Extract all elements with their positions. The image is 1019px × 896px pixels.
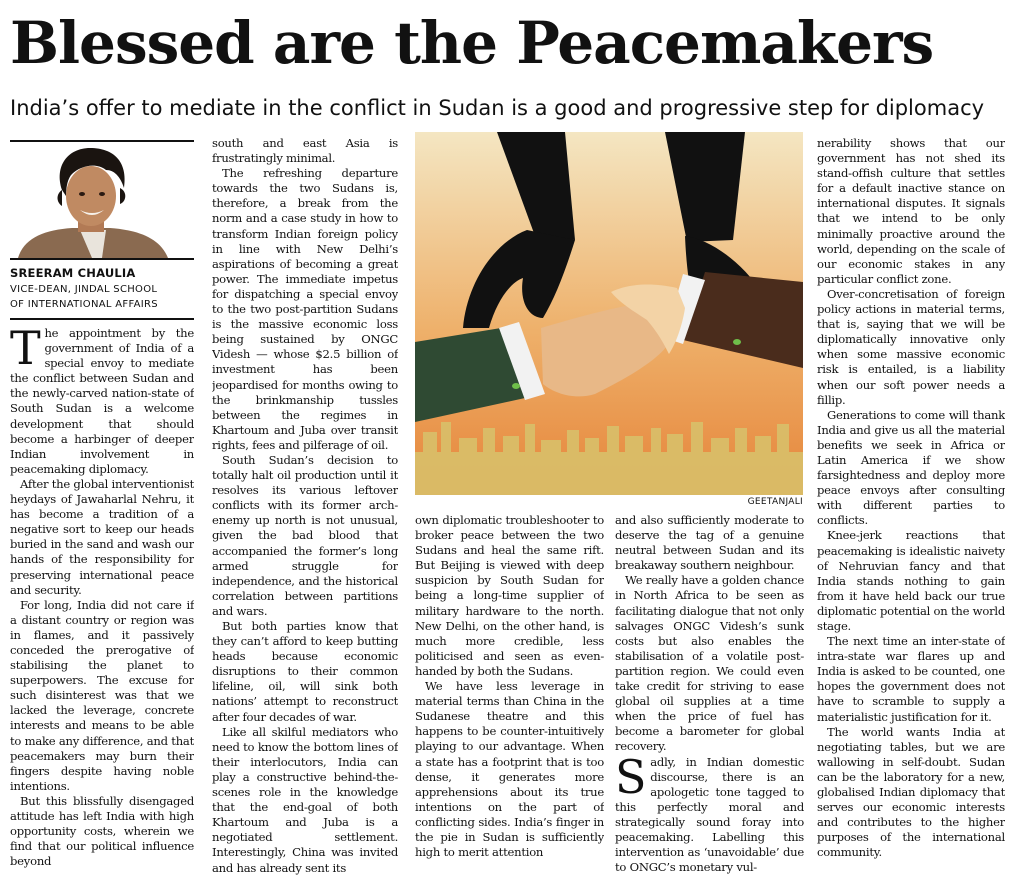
byline-mid-rule [10,258,194,260]
paragraph-text: he appointment by the government of India of a special envoy to mediate the conflict between Sudan and the newly-carved nation-state of South Sudan is a welcome development that should become a harbinger of deeper Indian involvement in peacemaking diplomacy. [10,326,194,476]
article-column-4 [615,513,804,892]
paragraph: nerability shows that our government has not shed its stand-offish culture that settles for a default inactive stance on international disputes. It signals that we intend to be only minimally proactive around the world, depending on the scale of our economic stakes in any particular conflict zone. [817,136,1005,286]
article-column-2 [212,136,398,892]
paragraph-text: adly, in Indian domestic discourse, there is an apologetic tone tagged to this perfectly moral and strategically sound foray into peacemaking. Labelling this intervention as ‘unavoidable’ due to ONGC’s monetary vul- [615,754,804,875]
paragraph: Knee-jerk reactions that peacemaking is idealistic naivety of Nehruvian fancy and that India stands nothing to gain from it have held back our true diplomatic potential on the world stage. [817,528,1005,633]
paragraph: We really have a golden chance in North Africa to be seen as facilitating dialogue that not only salvages ONGC Videsh’s sunk costs but also enables the stabilisation of a volatile post-partition region. We could even take credit for striving to ease global oil supplies at a time when the price of fuel has become a barometer for global recovery. [615,573,804,754]
author-name: SREERAM CHAULIA [10,266,136,280]
dropcap: T [10,326,41,375]
paragraph: and also sufficiently moderate to deserve the tag of a genuine neutral between Sudan and its breakaway southern neighbour. [615,513,804,573]
author-portrait [10,146,194,258]
article-standfirst: India’s offer to mediate in the conflict in Sudan is a good and progressive step for diplomacy [10,96,985,120]
article-column-5 [817,136,1005,892]
illustration-credit: GEETANJALI [747,497,803,507]
author-role [10,282,194,312]
paragraph: After the global interventionist heydays of Jawaharlal Nehru, it has become a tradition of a negative sort to keep our heads buried in the sand and wash our hands of the responsibility for preserving international peace and security. [10,476,194,597]
paragraph: We have less leverage in material terms than China in the Sudanese theatre and this happens to be counter-intuitively playing to our advantage. When a state has a footprint that is too dense, it generates more apprehensions about its true intentions on the part of conflicting sides. India’s finger in the pie in Sudan is sufficiently high to merit attention [415,679,604,860]
paragraph: But this blissfully disengaged attitude has left India with high opportunity costs, wherein we find that our political influence beyond [10,793,194,869]
byline-bottom-rule [10,318,194,320]
paragraph: The refreshing departure towards the two Sudans is, therefore, a break from the norm and a case study in how to transform Indian foreign policy in line with New Delhi’s aspirations of becoming a great power. The immediate impetus for dispatching a special envoy to the two post-partition Sudans is the massive economic loss being sustained by ONGC Videsh — whose $2.5 billion of investment has been jeopardised for months owing to the brinkmanship tussles between the regimes in Khartoum and Juba over transit rights, fees and pilferage of oil. [212,166,398,452]
article-column-1 [10,326,194,892]
dropcap: S [615,749,647,804]
paragraph: Like all skilful mediators who need to know the bottom lines of their interlocutors, India can play a constructive behind-the-scenes role in the knowledge that the end-goal of both Khartoum and Juba is a negotiated settlement. Interestingly, China was invited and has already sent its [212,724,398,875]
paragraph: But both parties know that they can’t afford to keep butting heads because economic disruptions to their common lifeline, oil, will sink both nations’ attempt to reconstruct after four decades of war. [212,619,398,724]
paragraph: own diplomatic troubleshooter to broker peace between the two Sudans and heal the same rift. But Beijing is viewed with deep suspicion by South Sudan for being a long-time supplier of military hardware to the north. New Delhi, on the other hand, is much more credible, less politicised and seen as even-handed by both the Sudans. [415,513,604,678]
paragraph: South Sudan’s decision to totally halt oil production until it resolves its various leftover conflicts with its former arch-enemy up north is not unusual, given the bad blood that accompanied the former’s long armed struggle for independence, and the historical correlation between partitions and wars. [212,452,398,618]
paragraph: Over-concretisation of foreign policy actions in material terms, that is, saying that we will be diplomatically innovative only when some massive economic risk is entailed, is a liability when our soft power needs a fillip. [817,286,1005,407]
byline-top-rule [10,140,194,142]
author-role-line1: VICE-DEAN, JINDAL SCHOOL [10,284,158,295]
paragraph: The world wants India at negotiating tables, but we are wallowing in self-doubt. Sudan can be the laboratory for a new, globalised Indian diplomacy that serves our economic interests and contributes to the higher purposes of the international community. [817,724,1005,860]
article-headline: Blessed are the Peacemakers [10,9,934,77]
paragraph: For long, India did not care if a distant country or region was in flames, and it passively conceded the prerogative of stabilising the planet to superpowers. The excuse for such disinterest was that we lacked the leverage, concrete interests and means to be able to make any difference, and that peacemakers may burn their fingers despite having noble intentions. [10,597,194,793]
author-role-line2: OF INTERNATIONAL AFFAIRS [10,299,158,310]
paragraph: south and east Asia is frustratingly minimal. [212,136,398,166]
paragraph [615,749,804,876]
article-column-3 [415,513,604,892]
handshake-illustration [415,132,803,495]
paragraph: The next time an inter-state of intra-state war flares up and India is asked to be counted, one hopes the government does not have to scramble to supply a materialistic justification for it. [817,634,1005,724]
paragraph [10,326,194,477]
paragraph: Generations to come will thank India and give us all the material benefits we seek in Africa or Latin America if we show farsightedness and deploy more peace envoys after consulting with different parties to conflicts. [817,407,1005,528]
